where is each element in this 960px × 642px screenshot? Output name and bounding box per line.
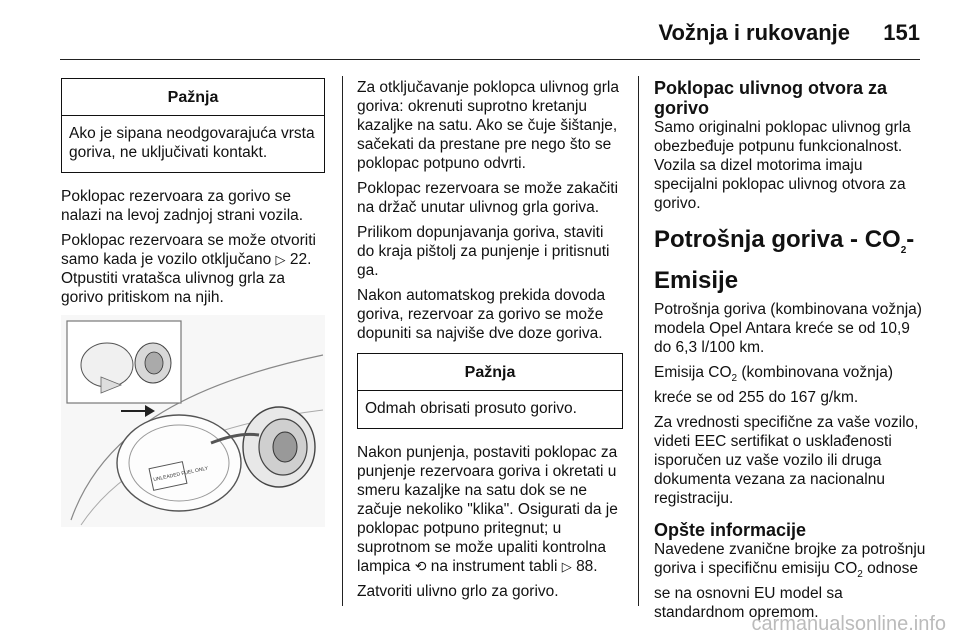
triangle-right-icon: ▷	[561, 559, 572, 574]
paragraph: Emisija $CO_2$ (kombinovana vožnja) kreće se od 255 do 167 g/km.	[654, 363, 894, 406]
column-divider	[638, 76, 639, 606]
paragraph: Poklopac rezervoara se može zakačiti na držač unutar ulivnog grla goriva.	[357, 180, 619, 216]
column-right	[654, 78, 926, 628]
page-reference[interactable]: 22.	[289, 251, 312, 268]
section-title: Vožnja i rukovanje	[658, 20, 850, 45]
paragraph: Navedene zvanične brojke za potrošnju goriva i specifičnu emisiju $CO_2$ odnose se na osnovni EU model sa standardnom opremom.	[654, 540, 926, 621]
watermark: carmanualsonline.info	[751, 613, 946, 635]
header-rule	[60, 59, 920, 60]
paragraph: Zatvoriti ulivno grlo za gorivo.	[357, 583, 559, 600]
paragraph: Potrošnja goriva (kombinovana vožnja) modela Opel Antara kreće se od 10,9 do 6,3 l/100 km.	[654, 300, 922, 356]
paragraph: Nakon automatskog prekida dovoda goriva, rezervoar za gorivo se može dopuniti sa najviše dve doze goriva.	[357, 287, 606, 342]
column-divider	[342, 76, 343, 606]
page-number: 151	[883, 20, 920, 45]
paragraph: Za otključavanje poklopca ulivnog grla goriva: okrenuti suprotno kretanju kazaljke na satu. Ako se čuje šištanje, sačekati da prestane pre nego što se poklopac potpuno odvrti.	[357, 79, 619, 172]
paragraph: Poklopac rezervoara za gorivo se nalazi na levoj zadnjoj strani vozila.	[61, 188, 304, 224]
warning-title: Pažnja	[62, 79, 324, 116]
fuel-filler-illustration	[61, 315, 325, 527]
page-header	[0, 0, 960, 64]
paragraph: Nakon punjenja, postaviti poklopac za punjenje rezervoara goriva i okretati u smeru kazaljke na satu dok se ne začuje nekoliko "klika". Osigurati da je poklopac potpuno pritegnut; u suprotnom se može upaliti kontrolna lampica ⟲ na instrument tabli ▷ 88.	[357, 444, 618, 575]
heading-fuel-consumption: Potrošnja goriva - $CO_2$-Emisije	[654, 226, 915, 294]
cap-label: UNLEADED FUEL ONLY	[152, 465, 209, 484]
paragraph: Za vrednosti specifične za vaše vozilo, videti EEC sertifikat o usklađenosti isporučen uz vaše vozilo ili druga dokumenta vezana za nacionalnu registraciju.	[654, 413, 919, 507]
subheading-fuel-cap: Poklopac ulivnog otvora za gorivo	[654, 78, 888, 118]
paragraph: Poklopac rezervoara se može otvoriti samo kada je vozilo otključano ▷ 22. Otpustiti vratašca ulivnog grla za gorivo pritiskom na njih.	[61, 232, 317, 306]
paragraph: Samo originalni poklopac ulivnog grla obezbeđuje potpunu funkcionalnost. Vozila sa dizel motorima imaju specijalni poklopac ulivnog otvora za gorivo.	[654, 119, 911, 212]
triangle-right-icon: ▷	[275, 252, 286, 267]
warning-title: Pažnja	[358, 354, 622, 391]
page-reference[interactable]: 88.	[576, 558, 598, 575]
paragraph: Prilikom dopunjavanja goriva, staviti do kraja pištolj za punjenje i pritisnuti ga.	[357, 224, 610, 279]
warning-box	[61, 78, 325, 173]
warning-box	[357, 353, 623, 429]
fuel-cap-warning-icon: ⟲	[414, 558, 427, 574]
paragraph-continued: Otpustiti vratašca ulivnog grla za gorivo pritiskom na njih.	[61, 270, 285, 306]
warning-text: Odmah obrisati prosuto gorivo.	[365, 400, 577, 417]
column-left	[61, 78, 325, 527]
subheading-general-info: Opšte informacije	[654, 519, 807, 540]
column-middle	[357, 78, 623, 607]
fuel-filler-drawing	[61, 315, 325, 527]
warning-text: Ako je sipana neodgovarajuća vrsta goriva, ne uključivati kontakt.	[69, 125, 315, 161]
